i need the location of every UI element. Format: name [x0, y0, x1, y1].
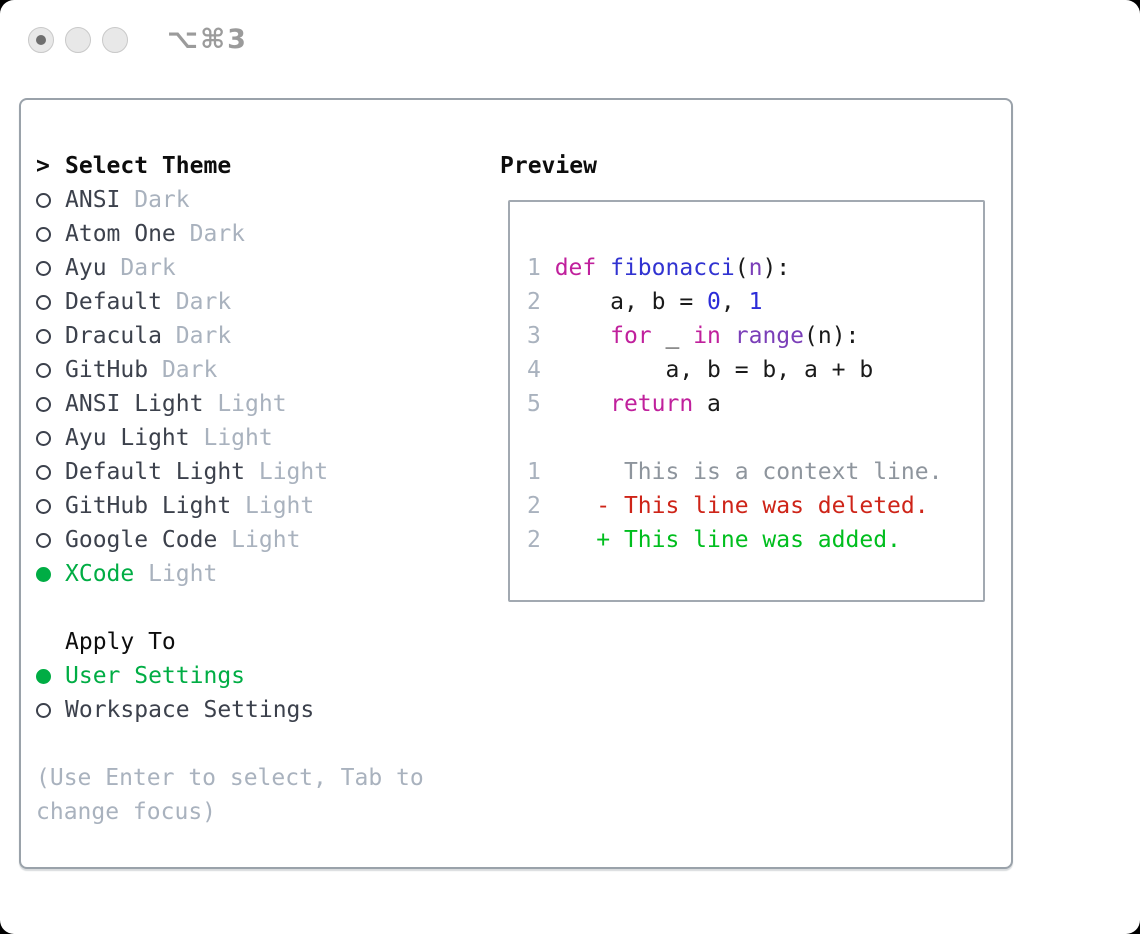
line-number: 2 — [527, 289, 555, 315]
code-token: - This line was deleted. — [554, 493, 929, 519]
apply-to-option[interactable] — [36, 659, 448, 693]
line-number: 2 — [527, 493, 555, 519]
theme-variant: Light — [245, 459, 329, 485]
theme-name: Ayu — [65, 255, 107, 281]
code-token: n — [748, 255, 763, 281]
theme-name: XCode — [65, 561, 135, 587]
theme-option[interactable] — [36, 421, 448, 455]
code-token: (n): — [804, 323, 860, 349]
gutter — [36, 353, 65, 388]
gutter — [36, 523, 65, 558]
apply-to-option-label: Workspace Settings — [65, 697, 315, 723]
code-token: 1 — [748, 289, 763, 315]
gutter — [36, 183, 65, 218]
radio-unselected-icon — [36, 533, 51, 548]
theme-option[interactable] — [36, 387, 448, 421]
gutter — [36, 489, 65, 524]
spacer — [36, 591, 448, 625]
radio-unselected-icon — [36, 703, 51, 718]
line-number: 2 — [527, 527, 555, 553]
gutter — [36, 217, 65, 252]
code-token: a — [693, 391, 721, 417]
code-token: ( — [734, 255, 749, 281]
code-line — [527, 353, 983, 387]
theme-option[interactable] — [36, 489, 448, 523]
code-line — [527, 489, 983, 523]
preview-pane — [508, 200, 985, 602]
gutter — [36, 693, 65, 728]
code-token — [555, 323, 610, 349]
gutter — [36, 557, 65, 592]
gutter — [36, 319, 65, 354]
code-line — [527, 523, 983, 557]
theme-variant: Dark — [161, 323, 232, 349]
theme-option[interactable] — [36, 353, 448, 387]
theme-selector-panel — [19, 98, 1013, 869]
code-line — [527, 251, 983, 285]
theme-option[interactable] — [36, 557, 448, 591]
theme-name: Ayu Light — [65, 425, 190, 451]
code-token: return — [610, 391, 694, 417]
theme-variant: Light — [134, 561, 218, 587]
theme-variant: Light — [231, 493, 315, 519]
theme-name: Default Light — [65, 459, 246, 485]
gutter — [36, 285, 65, 320]
apply-to-header — [36, 625, 448, 659]
code-token: ): — [762, 255, 791, 281]
theme-name: ANSI — [65, 187, 121, 213]
theme-option[interactable] — [36, 455, 448, 489]
theme-name: Atom One — [65, 221, 176, 247]
theme-name: Default — [65, 289, 162, 315]
apply-to-option-label: User Settings — [65, 663, 246, 689]
select-theme-header — [36, 149, 448, 183]
code-token: a, b = b, a + b — [554, 357, 874, 383]
theme-list-column — [36, 149, 448, 829]
traffic-light-zoom-icon[interactable] — [102, 27, 128, 53]
code-token: a, b = — [554, 289, 708, 315]
theme-variant: Light — [189, 425, 273, 451]
radio-selected-icon — [36, 669, 51, 684]
theme-name: Dracula — [65, 323, 162, 349]
code-token: + This line was added. — [554, 527, 901, 553]
code-token: fibonacci — [610, 255, 735, 281]
gutter — [36, 421, 65, 456]
code-line — [527, 285, 983, 319]
theme-variant: Dark — [106, 255, 176, 281]
spacer — [36, 727, 448, 761]
window-title: ⌥⌘3 — [167, 24, 248, 55]
code-line — [527, 421, 983, 455]
code-token: range — [734, 323, 804, 349]
theme-option[interactable] — [36, 285, 448, 319]
radio-unselected-icon — [36, 431, 51, 446]
theme-variant: Dark — [148, 357, 218, 383]
traffic-light-minimize-icon[interactable] — [65, 27, 91, 53]
radio-unselected-icon — [36, 227, 51, 242]
line-number: 5 — [527, 391, 555, 417]
code-token: , — [720, 289, 749, 315]
apply-to-option[interactable] — [36, 693, 448, 727]
radio-unselected-icon — [36, 193, 51, 208]
theme-variant: Dark — [175, 221, 246, 247]
code-token: _ — [651, 323, 694, 349]
keyboard-hint: (Use Enter to select, Tab to change focus) — [36, 765, 424, 825]
apply-to-list — [36, 659, 448, 727]
theme-variant: Dark — [120, 187, 190, 213]
theme-variant: Dark — [161, 289, 232, 315]
theme-variant: Light — [203, 391, 287, 417]
radio-unselected-icon — [36, 465, 51, 480]
gutter — [36, 251, 65, 286]
code-token — [555, 391, 610, 417]
traffic-light-close-icon[interactable] — [28, 27, 54, 53]
code-line — [527, 455, 983, 489]
select-theme-title: Select Theme — [65, 153, 232, 179]
titlebar — [28, 24, 248, 55]
theme-option[interactable] — [36, 523, 448, 557]
theme-option[interactable] — [36, 183, 448, 217]
code-token: This is a context line. — [554, 459, 943, 485]
gutter — [36, 387, 65, 422]
radio-unselected-icon — [36, 499, 51, 514]
line-number: 4 — [527, 357, 555, 383]
theme-name: Google Code — [65, 527, 218, 553]
gutter — [36, 659, 65, 694]
code-token: in — [693, 323, 721, 349]
theme-name: GitHub — [65, 357, 149, 383]
radio-unselected-icon — [36, 363, 51, 378]
theme-name: ANSI Light — [65, 391, 204, 417]
theme-name: GitHub Light — [65, 493, 232, 519]
code-token: 0 — [707, 289, 721, 315]
theme-list — [36, 183, 448, 591]
theme-option[interactable] — [36, 251, 448, 285]
code-token: def — [554, 255, 597, 281]
radio-unselected-icon — [36, 295, 51, 310]
line-number: 1 — [527, 459, 555, 485]
code-line — [527, 319, 983, 353]
gutter — [36, 455, 65, 490]
preview-title: Preview — [500, 153, 597, 179]
radio-unselected-icon — [36, 329, 51, 344]
code-token: for — [610, 323, 652, 349]
theme-option[interactable] — [36, 217, 448, 251]
code-line — [527, 387, 983, 421]
radio-selected-icon — [36, 567, 51, 582]
radio-unselected-icon — [36, 397, 51, 412]
line-number: 1 — [527, 255, 555, 281]
code-token — [721, 323, 735, 349]
theme-option[interactable] — [36, 319, 448, 353]
apply-to-title: Apply To — [65, 629, 176, 655]
theme-variant: Light — [217, 527, 301, 553]
selection-cursor: > — [36, 153, 50, 179]
radio-unselected-icon — [36, 261, 51, 276]
line-number: 3 — [527, 323, 555, 349]
code-token — [596, 255, 610, 281]
